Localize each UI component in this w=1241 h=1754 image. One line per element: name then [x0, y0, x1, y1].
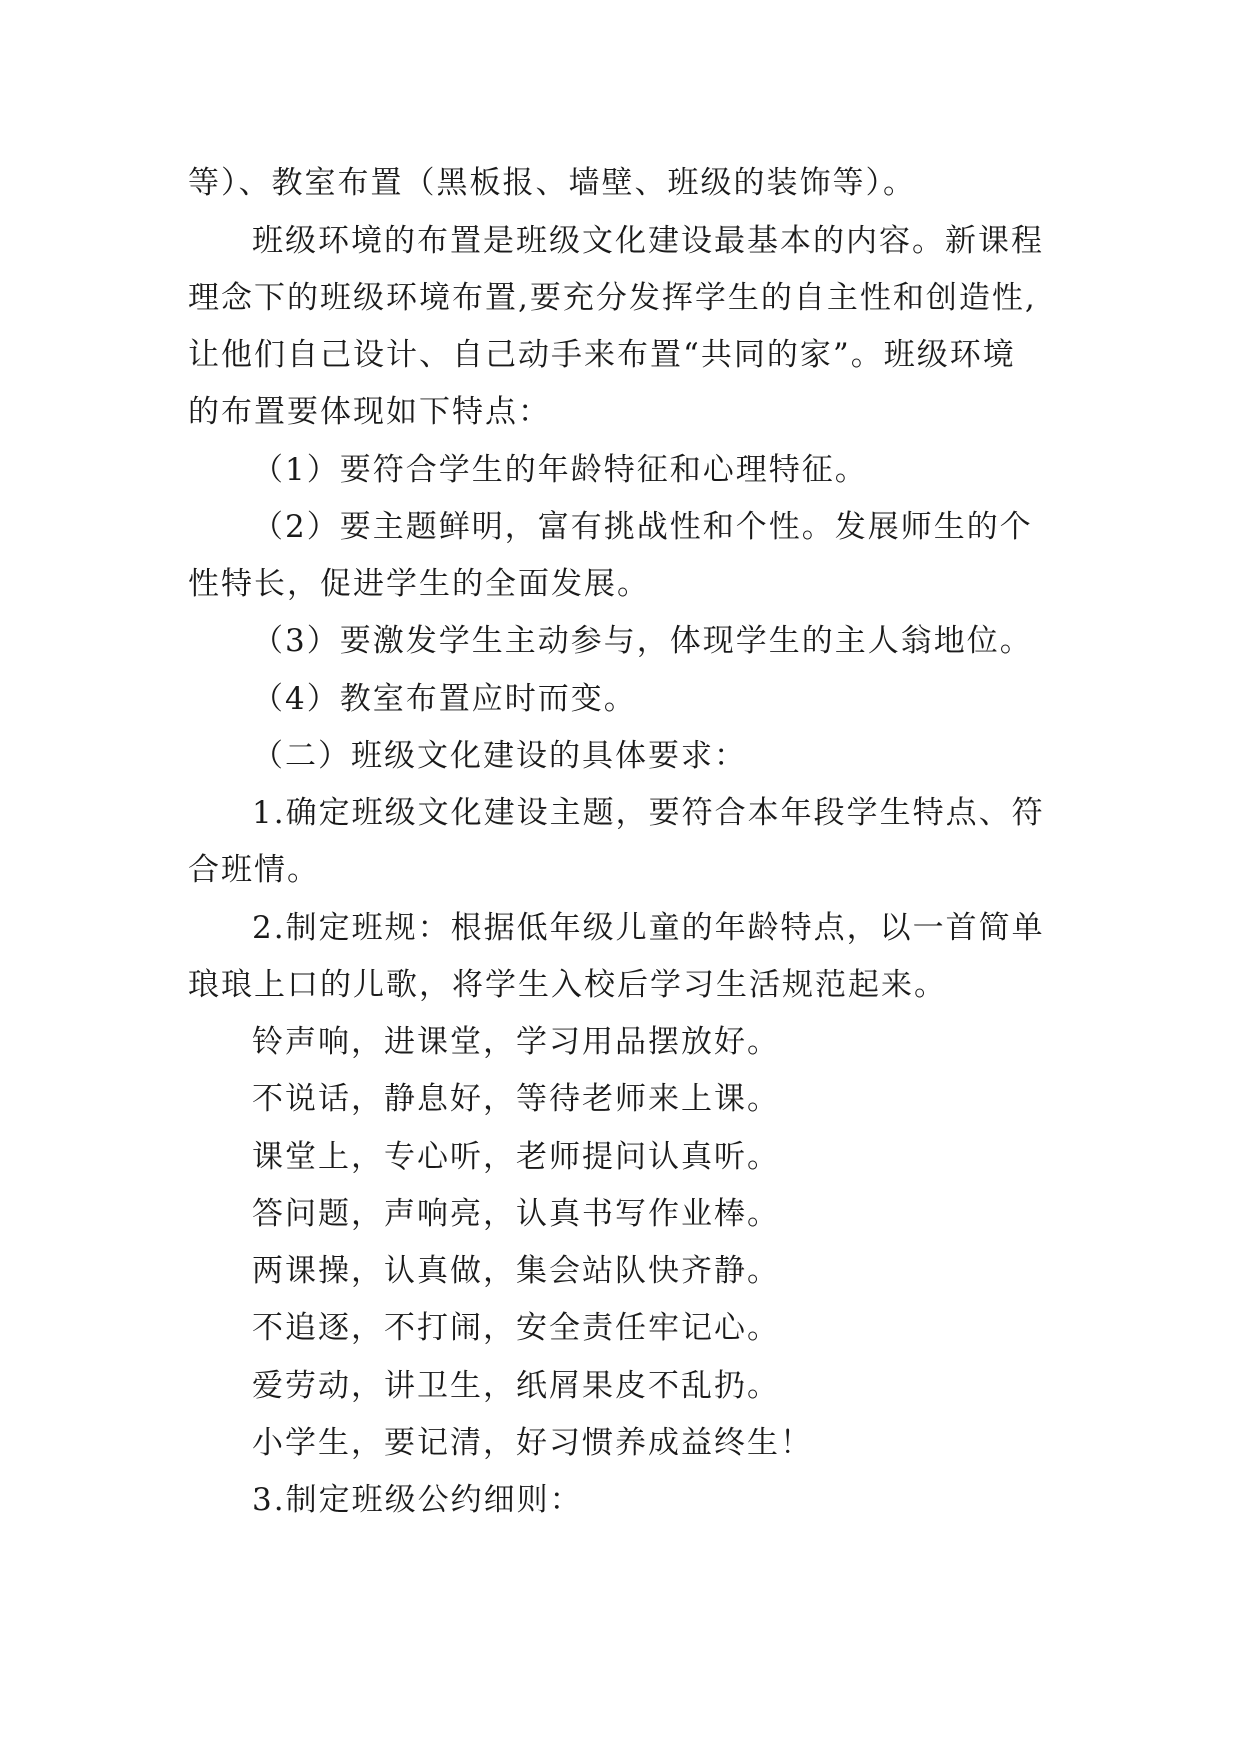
list-item: （4）教室布置应时而变。	[252, 681, 637, 717]
verse-line: 小学生，要记清，好习惯养成益终生！	[252, 1425, 813, 1461]
verse-line: 不追逐，不打闹，安全责任牢记心。	[252, 1310, 780, 1346]
list-item: （3）要激发学生主动参与，体现学生的主人翁地位。	[252, 623, 1033, 659]
verse-line: 课堂上，专心听，老师提问认真听。	[252, 1139, 780, 1175]
text-line: 的布置要体现如下特点：	[188, 394, 551, 430]
list-item: （2）要主题鲜明，富有挑战性和个性。发展师生的个	[252, 509, 1033, 545]
verse-line: 铃声响，进课堂，学习用品摆放好。	[252, 1024, 780, 1060]
verse-line: 两课操，认真做，集会站队快齐静。	[252, 1253, 780, 1289]
text-line: 理念下的班级环境布置,要充分发挥学生的自主性和创造性,	[188, 280, 1037, 316]
verse-line: 不说话，静息好，等待老师来上课。	[252, 1081, 780, 1117]
text-line: 性特长，促进学生的全面发展。	[188, 566, 650, 602]
text-line: 琅琅上口的儿歌，将学生入校后学习生活规范起来。	[188, 967, 947, 1003]
text-line: 让他们自己设计、自己动手来布置“共同的家”。班级环境	[188, 337, 1016, 373]
list-item: （1）要符合学生的年龄特征和心理特征。	[252, 452, 868, 488]
text-line: 等）、教室布置（黑板报、墙壁、班级的装饰等）。	[188, 165, 916, 201]
verse-line: 爱劳动，讲卫生，纸屑果皮不乱扔。	[252, 1368, 780, 1404]
section-heading: （二）班级文化建设的具体要求：	[252, 738, 747, 774]
verse-line: 答问题，声响亮，认真书写作业棒。	[252, 1196, 780, 1232]
list-item: 1.确定班级文化建设主题，要符合本年段学生特点、符	[252, 795, 1045, 831]
text-line: 合班情。	[188, 852, 320, 888]
list-item: 2.制定班规：根据低年级儿童的年龄特点，以一首简单	[252, 910, 1045, 946]
text-line: 班级环境的布置是班级文化建设最基本的内容。新课程	[252, 223, 1044, 259]
list-item: 3.制定班级公约细则：	[252, 1482, 583, 1518]
